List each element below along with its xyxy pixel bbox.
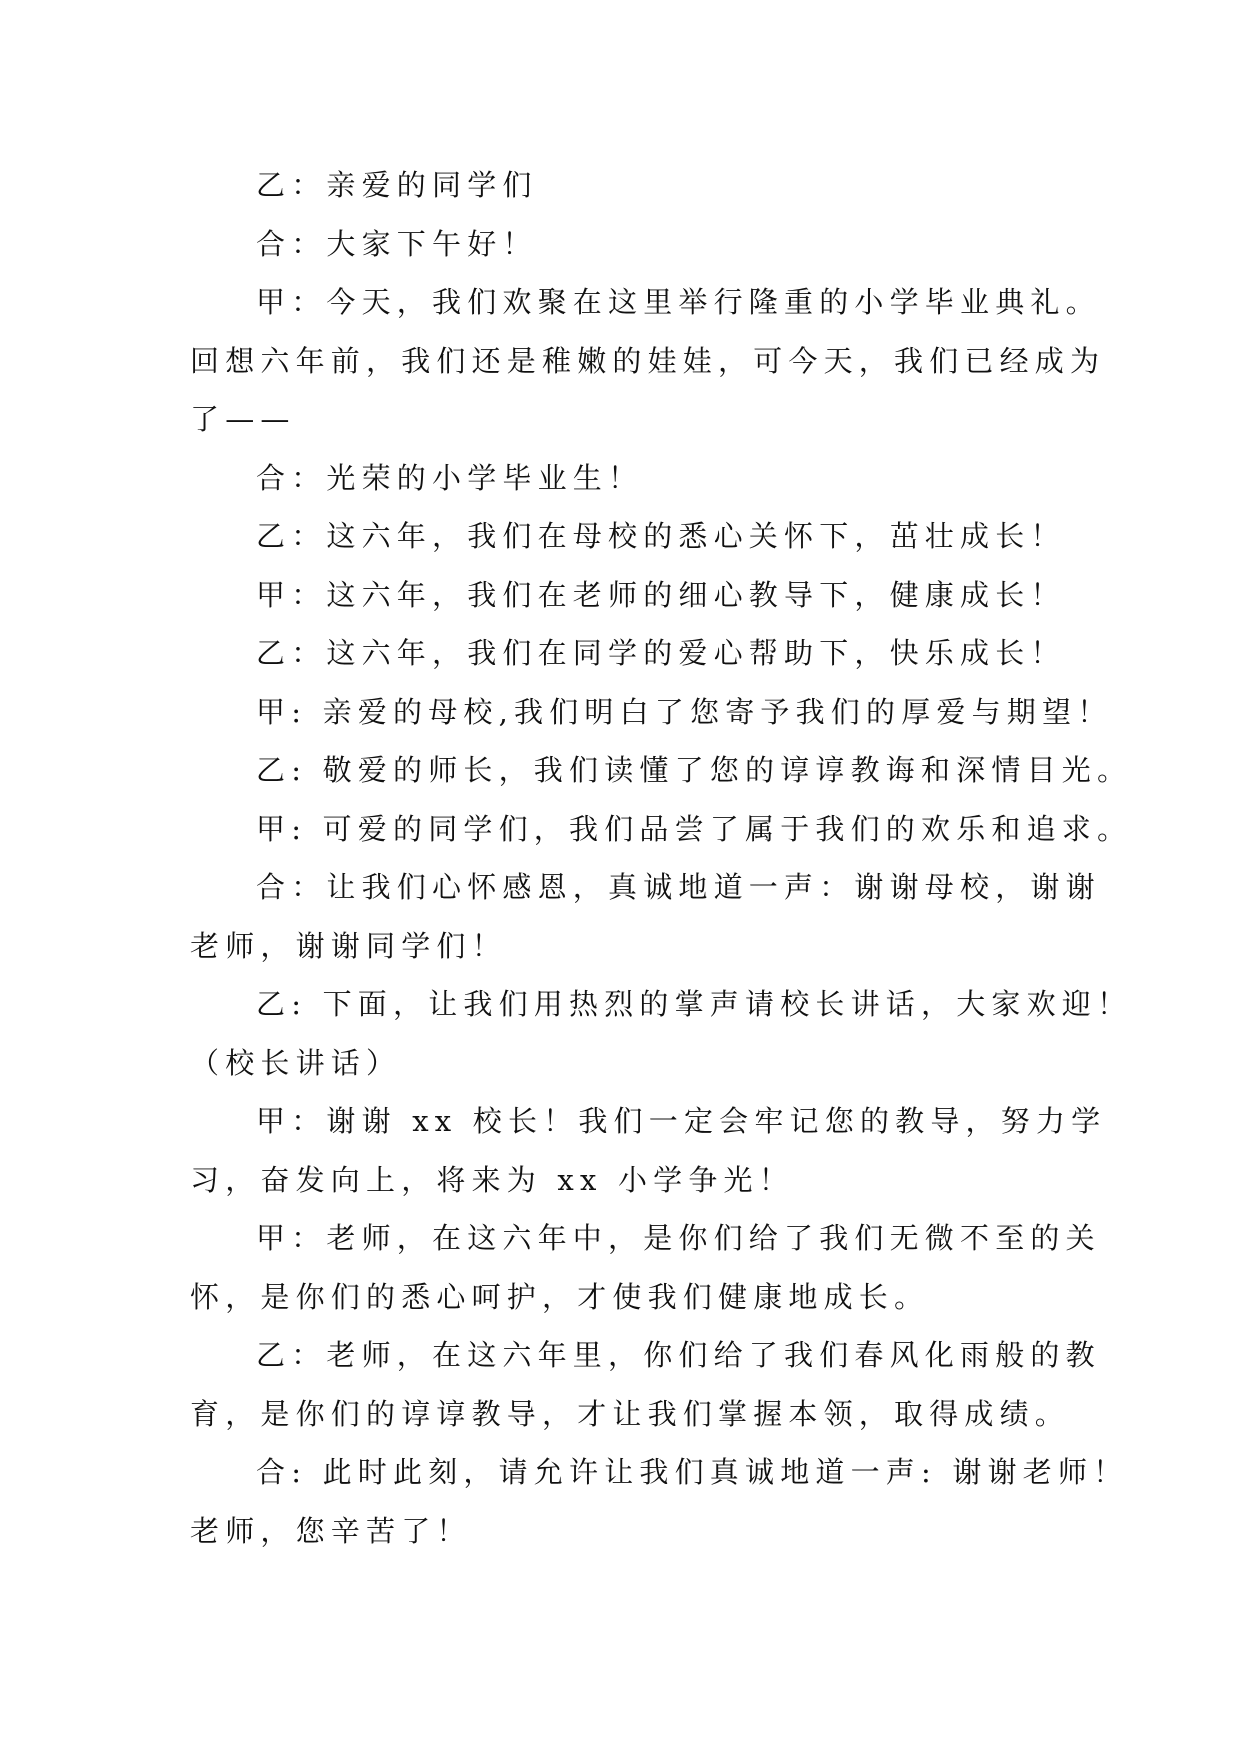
text-line: 乙：这六年，我们在母校的悉心关怀下，茁壮成长！ (256, 519, 1066, 553)
text-line: 合：大家下午好！ (256, 226, 538, 261)
text-line: 老师，谢谢同学们！ (190, 928, 507, 963)
text-line: 合：光荣的小学毕业生！ (256, 460, 644, 495)
text-line: 乙: 敬爱的师长，我们读懂了您的谆谆教诲和深情目光。 (256, 753, 1133, 787)
text-line: 习，奋发向上，将来为 xx 小学争光！ (190, 1162, 794, 1197)
text-line: 甲：这六年，我们在老师的细心教导下，健康成长！ (256, 577, 1066, 612)
text-line: 甲: 可爱的同学们，我们品尝了属于我们的欢乐和追求。 (256, 811, 1133, 846)
text-line: 甲：今天，我们欢聚在这里举行隆重的小学毕业典礼。 (256, 285, 1101, 319)
text-line: 乙：亲爱的同学们 (256, 168, 538, 202)
text-line: 甲: 亲爱的母校,我们明白了您寄予我们的厚爱与期望！ (256, 694, 1113, 729)
text-line: 甲：谢谢 xx 校长！我们一定会牢记您的教导，努力学 (256, 1104, 1107, 1138)
text-line: 乙: 下面，让我们用热烈的掌声请校长讲话，大家欢迎！ (256, 987, 1133, 1021)
text-line: 回想六年前，我们还是稚嫩的娃娃，可今天，我们已经成为 (190, 343, 1106, 378)
text-line: 合: 此时此刻，请允许让我们真诚地道一声: 谢谢老师！ (256, 1455, 1129, 1489)
text-line: 甲：老师，在这六年中，是你们给了我们无微不至的关 (256, 1221, 1101, 1255)
text-line: 合：让我们心怀感恩，真诚地道一声：谢谢母校，谢谢 (256, 870, 1101, 904)
text-line: 乙：这六年，我们在同学的爱心帮助下，快乐成长！ (256, 636, 1066, 670)
text-line: 怀，是你们的悉心呵护，才使我们健康地成长。 (190, 1279, 930, 1314)
document-page (190, 156, 1133, 1560)
text-line: （校长讲话） (190, 1045, 402, 1080)
text-line: 乙：老师，在这六年里，你们给了我们春风化雨般的教 (256, 1338, 1101, 1372)
text-line: 了—— (190, 402, 296, 436)
text-line: 老师，您辛苦了！ (190, 1513, 472, 1548)
text-line: 育，是你们的谆谆教导，才让我们掌握本领，取得成绩。 (190, 1396, 1071, 1431)
